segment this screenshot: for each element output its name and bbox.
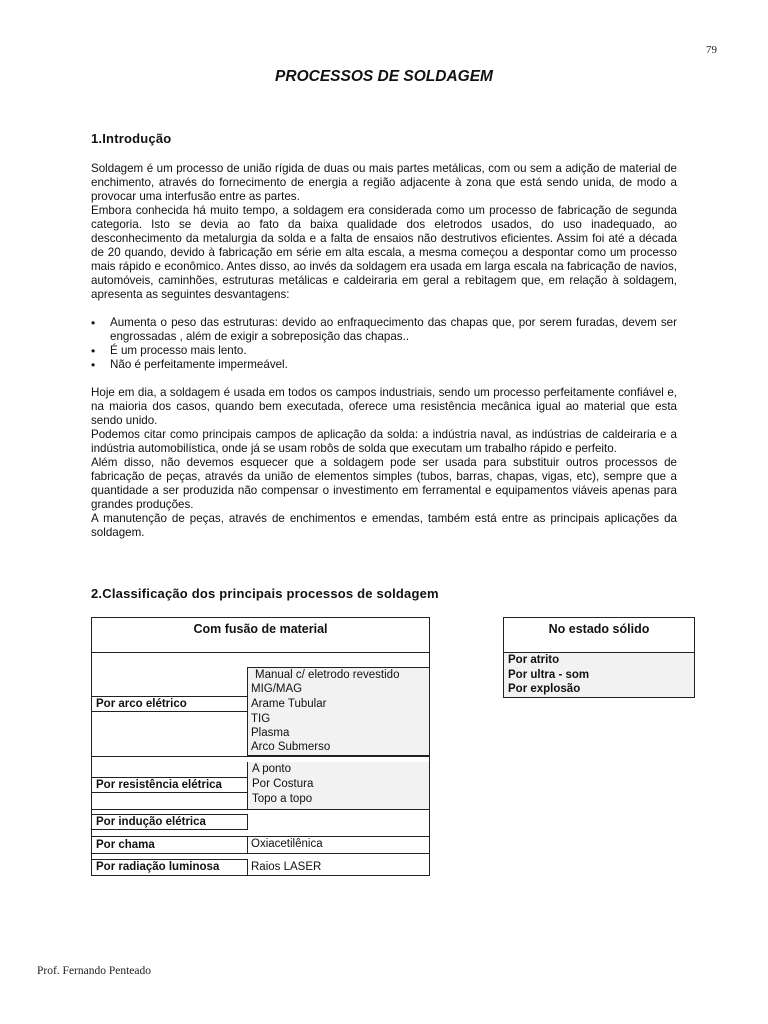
section-1-heading: 1.Introdução bbox=[91, 131, 172, 146]
solid-state-table bbox=[503, 617, 695, 698]
document-title: PROCESSOS DE SOLDAGEM bbox=[275, 68, 493, 85]
section-2-heading: 2.Classificação dos principais processos de soldagem bbox=[91, 586, 439, 601]
arc-item: MIG/MAG bbox=[251, 683, 303, 695]
paragraph: Embora conhecida há muito tempo, a soldagem era considerada como um processo de fabricação de segunda categoria. Isto se devia ao fato da baixa qualidade dos eletrodos usados, do uso inadequado, ao desconhecimento da metalurgia da solda e a falta de ensaios não destrutivos eficientes. Assim foi até a década de 20 quando, devido à fabricação em série em alta escala, a mesma começou a despontar como um processo mais rápido e econômico. Antes disso, ao invés da soldagem era usada em larga escala na fabricação de navios, automóveis, caminhões, estruturas metálicas e caldeiraria em geral a rebitagem que, em relação à soldagem, apresenta as seguintes desvantagens: bbox=[91, 204, 677, 301]
resistance-item: A ponto bbox=[252, 763, 292, 775]
fusion-table-header bbox=[91, 617, 430, 653]
radiation-category-label: Por radiação luminosa bbox=[91, 859, 248, 876]
fusion-processes-table bbox=[91, 617, 430, 876]
flame-item: Oxiacetilênica bbox=[251, 838, 323, 850]
list-item: • É um processo mais lento. bbox=[91, 344, 677, 358]
paragraph: Podemos citar como principais campos de aplicação da solda: a indústria naval, as indústrias de caldeiraria e a indústria automobilística, onde já se usam robôs de solda que executam um trabalho rápido e perfeito. bbox=[91, 428, 677, 455]
fusion-table-header-label: Com fusão de material bbox=[193, 622, 328, 636]
disadvantages-list bbox=[91, 316, 677, 372]
radiation-item: Raios LASER bbox=[251, 861, 322, 873]
solid-item: Por atrito bbox=[508, 654, 560, 666]
paragraph: Soldagem é um processo de união rígida de duas ou mais partes metálicas, com ou sem a adição de material de enchimento, através do fornecimento de energia a região adjacente à zona que está sendo unida, de modo a provocar uma interfusão entre as partes. bbox=[91, 162, 677, 203]
resistance-item: Por Costura bbox=[252, 778, 314, 790]
flame-category-label: Por chama bbox=[91, 836, 248, 854]
arc-item: Arco Submerso bbox=[251, 741, 331, 753]
arc-category-label: Por arco elétrico bbox=[91, 696, 248, 712]
page-number: 79 bbox=[706, 44, 717, 56]
resistance-items-box bbox=[247, 762, 430, 810]
solid-table-header bbox=[503, 617, 695, 653]
arc-item: Arame Tubular bbox=[251, 698, 327, 710]
paragraph: Hoje em dia, a soldagem é usada em todos os campos industriais, sendo um processo perfeitamente confiável e, na maioria dos casos, quando bem executada, oferece uma resistência mecânica igual ao material que esta sendo unido. bbox=[91, 386, 677, 427]
arc-item: TIG bbox=[251, 713, 271, 725]
arc-item: Manual c/ eletrodo revestido bbox=[255, 669, 400, 681]
list-item: • Não é perfeitamente impermeável. bbox=[91, 358, 677, 372]
solid-items-box bbox=[503, 652, 695, 698]
induction-category-label: Por indução elétrica bbox=[91, 814, 248, 830]
arc-item: Plasma bbox=[251, 727, 290, 739]
solid-item: Por explosão bbox=[508, 683, 581, 695]
paragraph: A manutenção de peças, através de enchimentos e emendas, também está entre as principais aplicações da soldagem. bbox=[91, 512, 677, 539]
footer-author: Prof. Fernando Penteado bbox=[37, 965, 152, 977]
paragraph: Além disso, não devemos esquecer que a soldagem pode ser usada para substituir outros processos de fabricação de peças, através da união de elementos simples (tubos, barras, chapas, vigas, etc), sempre que a quantidade a ser produzida não compensar o investimento em ferramental e equipamentos viáveis apenas para grandes produções. bbox=[91, 456, 677, 511]
resistance-item: Topo a topo bbox=[252, 793, 313, 805]
solid-table-header-label: No estado sólido bbox=[548, 622, 650, 636]
resistance-category-label: Por resistência elétrica bbox=[91, 777, 248, 793]
section-1-body bbox=[91, 162, 677, 540]
solid-item: Por ultra - som bbox=[508, 669, 590, 681]
arc-items-box bbox=[247, 667, 430, 756]
list-item: • Aumenta o peso das estruturas: devido ao enfraquecimento das chapas que, por serem furadas, devem ser engrossadas , além de exigir a sobreposição das chapas.. bbox=[91, 316, 677, 344]
